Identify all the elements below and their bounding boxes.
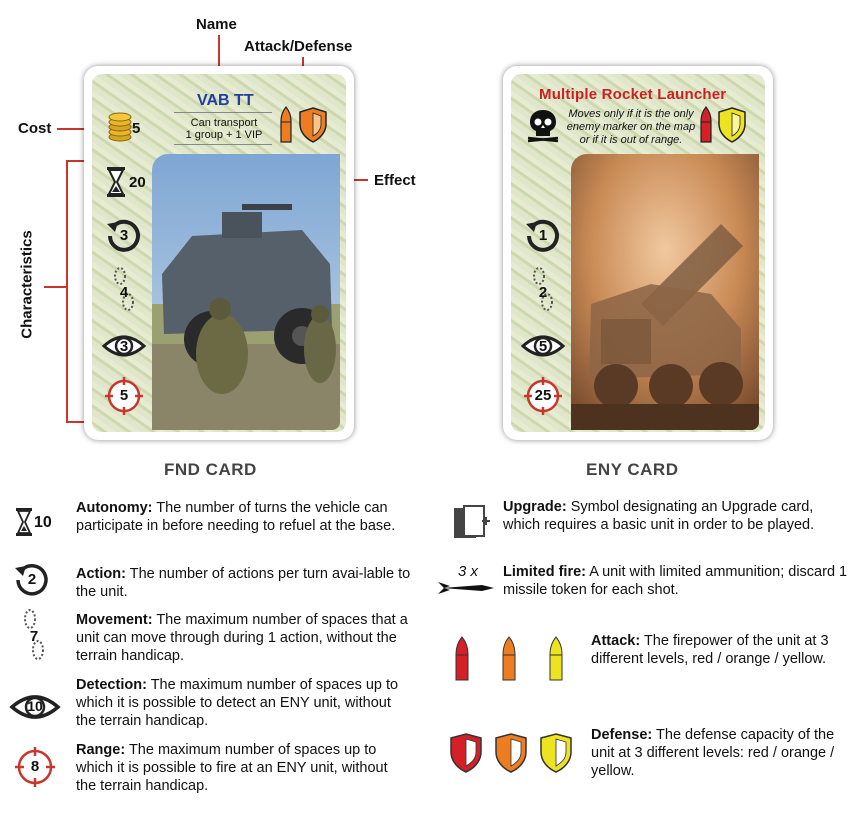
legend-range-value: 8 (30, 758, 40, 775)
eny-card-title: Multiple Rocket Launcher (539, 86, 727, 103)
legend-upgrade (503, 498, 848, 534)
legend-action-value: 2 (27, 571, 37, 588)
skull-icon (527, 108, 559, 142)
fnd-detection-value: 3 (119, 338, 129, 355)
title-underline (174, 112, 272, 113)
legend-movement-text: The maximum number of spaces that a unit can move through during 1 action, without the terrain handicap. (76, 612, 408, 664)
fnd-action-value: 3 (119, 227, 129, 244)
legend-movement-term: Movement: (76, 612, 153, 628)
fnd-card-title: VAB TT (197, 92, 254, 109)
legend-limited-fire-value: 3 x (458, 563, 479, 580)
callout-effect: Effect (374, 172, 416, 189)
eny-card-photo (571, 154, 759, 430)
coins-icon (106, 110, 134, 142)
eny-card (503, 66, 773, 440)
eny-card-label: ENY CARD (586, 460, 679, 479)
fnd-card (84, 66, 354, 440)
callout-cost: Cost (18, 120, 52, 137)
upgrade-card-icon (452, 505, 492, 541)
legend-range-term: Range: (76, 742, 126, 758)
legend-limited-fire (503, 563, 848, 599)
fnd-range-value: 5 (119, 387, 129, 404)
fnd-movement-value: 4 (119, 284, 129, 301)
defense-red-icon (448, 732, 484, 774)
legend-upgrade-text: Symbol designating an Upgrade card, which requires a basic unit in order to be played. (503, 499, 815, 533)
legend-detection (76, 676, 411, 730)
legend-upgrade-term: Upgrade: (503, 499, 567, 515)
legend-limited-fire-text: A unit with limited ammunition; discard 1 missile token for each shot. (503, 564, 848, 598)
callout-characteristics: Characteristics (18, 230, 36, 339)
eny-movement-value: 2 (538, 284, 548, 301)
effect-underline (174, 144, 272, 145)
legend-limited-fire-term: Limited fire: (503, 564, 586, 580)
legend-action-term: Action: (76, 566, 126, 582)
fnd-card-photo (152, 154, 340, 430)
callout-attack-defense: Attack/Defense (244, 38, 353, 55)
legend-defense-term: Defense: (591, 727, 653, 743)
legend-movement-value: 7 (29, 628, 39, 645)
fnd-effect-line1: Can transport (190, 117, 258, 129)
legend-movement (76, 611, 411, 665)
legend-range (76, 741, 411, 795)
fnd-effect-line2: 1 group + 1 VIP (185, 129, 263, 141)
legend-attack (591, 632, 846, 668)
missile-icon (438, 580, 496, 596)
defense-shield-yellow-icon (716, 106, 748, 144)
hourglass-icon (16, 508, 32, 536)
legend-action-text: The number of actions per turn avai-lable to the unit. (76, 566, 411, 600)
char-bracket-mid (44, 286, 66, 288)
eny-range-value: 25 (534, 387, 552, 404)
legend-detection-value: 10 (27, 698, 43, 714)
eny-action-value: 1 (538, 227, 548, 244)
legend-action (76, 565, 411, 601)
legend-detection-text: The maximum number of spaces up to which it is possible to detect an ENY unit, without the terrain handicap. (76, 677, 399, 729)
legend-defense (591, 726, 851, 780)
hourglass-icon (106, 166, 126, 198)
legend-defense-text: The defense capacity of the unit at 3 different levels: red / orange / yellow. (591, 727, 835, 779)
fnd-card-label: FND CARD (164, 460, 257, 479)
legend-autonomy (76, 499, 411, 535)
attack-yellow-icon (548, 636, 564, 682)
eny-detection-value: 5 (538, 338, 548, 355)
eny-effect-line2: enemy marker on the map (566, 121, 696, 133)
attack-red-icon (454, 636, 470, 682)
defense-yellow-icon (538, 732, 574, 774)
legend-range-text: The maximum number of spaces up to which it is possible to fire at an ENY unit, without the terrain handicap. (76, 742, 388, 794)
eny-effect-line3: or if it is out of range. (579, 134, 683, 146)
callout-name: Name (196, 16, 237, 33)
legend-autonomy-text: The number of turns the vehicle can participate in before needing to refuel at the base. (76, 500, 396, 534)
defense-shield-orange-icon (297, 106, 329, 144)
legend-autonomy-value: 10 (34, 514, 52, 531)
attack-orange-icon (501, 636, 517, 682)
fnd-cost-value: 5 (132, 120, 141, 137)
attack-bullet-red-icon (699, 106, 713, 144)
eny-effect-line1: Moves only if it is the only (568, 108, 694, 120)
defense-orange-icon (493, 732, 529, 774)
legend-autonomy-term: Autonomy: (76, 500, 153, 516)
legend-attack-text: The firepower of the unit at 3 different levels, red / orange / yellow. (591, 633, 829, 667)
legend-attack-term: Attack: (591, 633, 641, 649)
attack-bullet-orange-icon (279, 106, 293, 144)
legend-detection-term: Detection: (76, 677, 147, 693)
fnd-autonomy-value: 20 (129, 174, 146, 191)
char-bracket-v (66, 160, 68, 422)
